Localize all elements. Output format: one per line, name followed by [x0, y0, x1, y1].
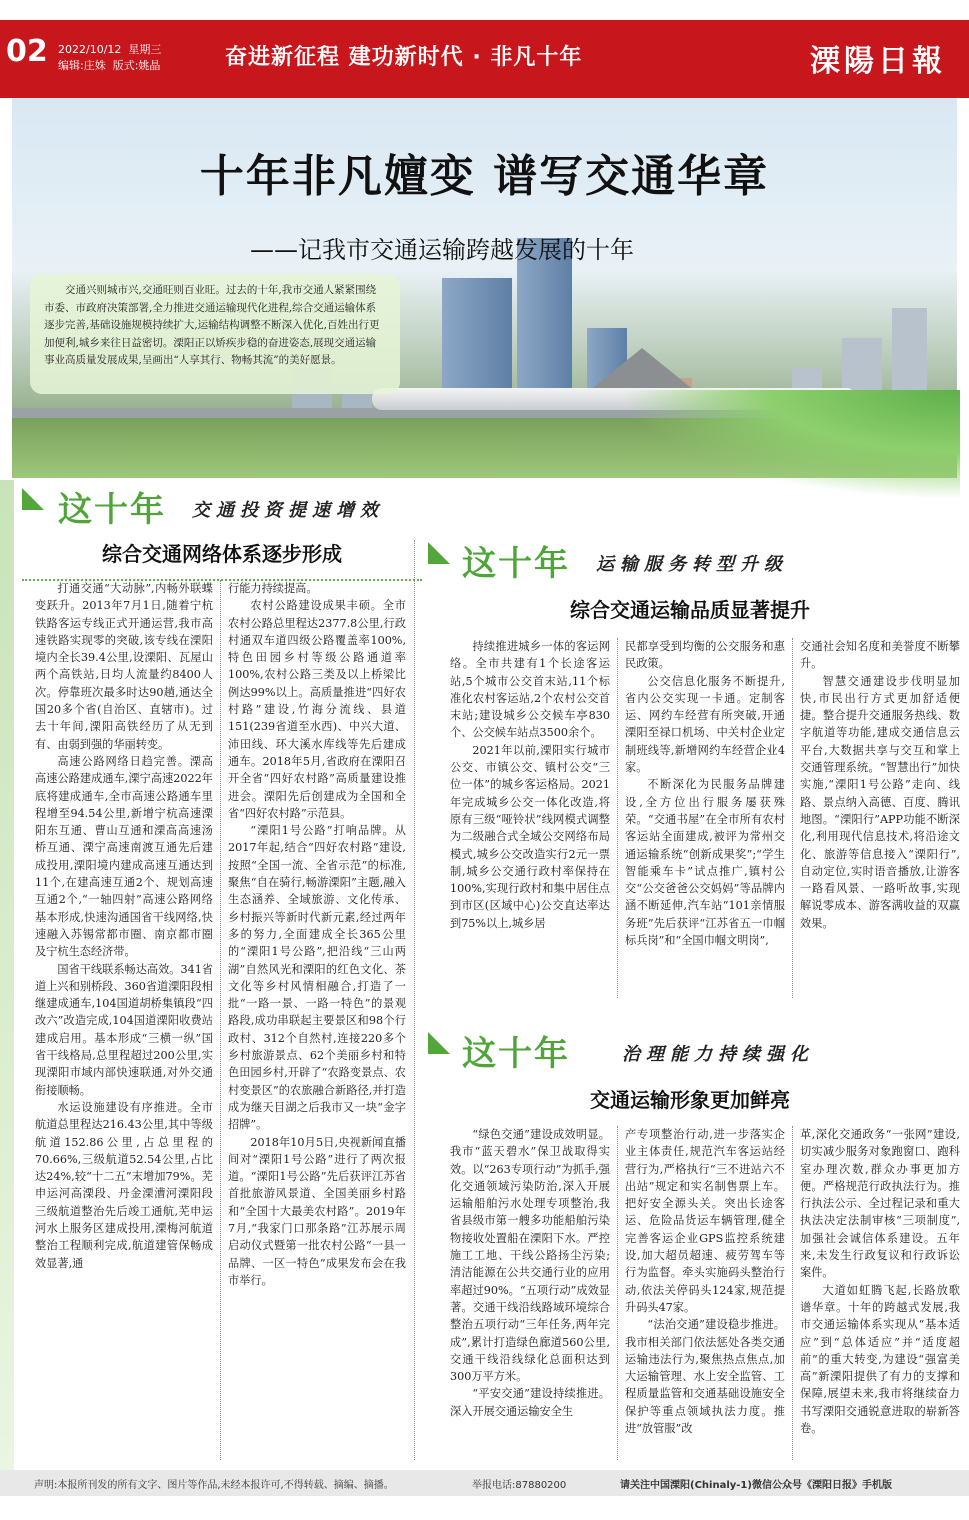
- paragraph: “溧阳1号公路”打响品牌。从2017年起,结合“四好农村路”建设,按照“全国一流、全省示范”的标准,聚焦“自在骑行,畅游溧阳”主题,融入生态涵养、全域旅游、文化传承、乡村振兴等新时代新元素,经过两年多的努力,全面建成全长365公里的“溧阳1号公路”,把沿线“三山两湖”自然风光和溧阳的红色文化、茶文化等乡村风情相融合,打造了一批“一路一景、一路一特色”的景观路段,成功串联起主要景区和98个行政村、312个自然村,连接220多个乡村旅游景点、62个美丽乡村和特色田园乡村,开辟了“农路变景点、农村变景区”的农旅融合新路径,并打造成为继天目湖之后我市又一块“金字招牌”。: [228, 824, 406, 1132]
- section2-headline: 综合交通运输品质显著提升: [570, 598, 810, 622]
- section1-triangle-icon: [22, 488, 44, 510]
- footer-statement: 声明:本报所刊发的所有文字、图片等作品,未经本报许可,不得转载、摘编、摘播。: [34, 1480, 394, 1491]
- editor: 编辑:庄姝: [58, 59, 106, 72]
- section2-column-2: [625, 638, 785, 998]
- paragraph: 2021年以前,溧阳实行城市公交、市镇公交、镇村公交“三位一体”的城乡客运格局。2021年完成城乡公交一体化改造,将原有三级“哑铃状”线网模式调整为二级融合式全域公交网络布局模式,城乡公交改造实行2元一票制,城乡公交通行政村率保持在100%,实现行政村和集中居住点到市区(区域中心)公交直达率达到75%以上,城乡居: [450, 743, 610, 930]
- column-divider: [792, 1126, 793, 1460]
- section2-column-3: [800, 638, 960, 998]
- paragraph: 国省干线联系畅达高效。341省道上兴和别桥段、360省道溧阳段相继建成通车,104国道胡桥集镇段“四改六”改造完成,104国道溧阳收费站建成启用。基本形成“三横一纵”国省干线格局,总里程超过200公里,实现溧阳市域内部快速联通,对外交通衔接顺畅。: [35, 962, 213, 1097]
- column-divider: [414, 540, 415, 1460]
- paragraph: 农村公路建设成果丰硕。全市农村公路总里程达2377.8公里,行政村通双车道四级公路覆盖率100%,特色田园乡村等级公路通道率100%,农村公路三类及以上桥梁比例达99%以上。高质量推进“四好农村路”建设,竹海分流线、县道151(239省道至水西)、中兴大道、沛田线、环大溪水库线等先后建成通车。2018年5月,省政府在溧阳召开全省“四好农村路”高质量建设推进会。溧阳先后创建成为全国和全省“四好农村路”示范县。: [228, 599, 406, 820]
- paragraph: 水运设施建设有序推进。全市航道总里程达216.43公里,其中等级航道152.86公里,占总里程的70.66%,三级航道52.54公里,占比达24%,较“十二五”末增加79%。芜申运河高溧段、丹金溧漕河溧阳段三级航道整治先后竣工通航,芜申运河水上服务区建成投用,溧梅河航道整治工程顺利完成,航道建管保畅成效显著,通: [35, 1100, 213, 1270]
- column-divider: [617, 1126, 618, 1460]
- left-decor-bar: [0, 480, 14, 1470]
- issue-weekday: 星期三: [128, 43, 162, 56]
- paragraph: “绿色交通”建设成效明显。我市“蓝天碧水”保卫战取得实效。以“263专项行动”为抓手,强化交通领域污染防治,深入开展运输船舶污水处理专项整治,我省县级市第一艘多功能船舶污染物接收处置船在溧阳下水。严控施工工地、干线公路扬尘污染;清洁能源在公共交通行业的应用率超过90%。“五项行动”成效显著。交通干线沿线路域环境综合整治五项行动“三年任务,两年完成”,累计打造绿色廊道560公里,交通干线沿线绿化总面积达到300万平方米。: [450, 1128, 610, 1384]
- paragraph: 持续推进城乡一体的客运网络。全市共建有1个长途客运站,5个城市公交首末站,11个标准化农村客运站,2个农村公交首末站;建设城乡公交候车亭830个、公交候车站点3500余个。: [450, 640, 610, 740]
- section3-column-2: [625, 1126, 785, 1460]
- paragraph: 高速公路网络日趋完善。溧高高速公路建成通车,溧宁高速2022年底将建成通车,全市高速公路通车里程增至94.54公里,新增宁杭高速溧阳东互通、曹山互通和溧高高速汤桥互通、溧宁高速南渡互通先后建成投用,溧阳境内建成高速互通达到11个,在建高速互通2个、规划高速互通2个,“一轴四射”高速公路网络基本形成,快速沟通国省干线网络,快速融入苏锡常都市圈、南京都市圈及宁杭生态经济带。: [35, 754, 213, 959]
- paragraph: 2018年10月5日,央视新闻直播间对“溧阳1号公路”进行了两次报道。“溧阳1号公路”先后获评江苏省首批旅游风景道、全国美丽乡村路和“全国十大最美农村路”。2019年7月,“我家门口那条路”江苏展示周启动仪式暨第一批农村公路“一县一品牌、一区一特色”成果发布会在我市举行。: [228, 1135, 406, 1287]
- section3-headline: 交通运输形象更加鲜亮: [590, 1088, 790, 1112]
- layout-editor: 版式:姚晶: [112, 59, 161, 72]
- paragraph: “法治交通”建设稳步推进。我市相关部门依法惩处各类交通运输违法行为,聚焦热点焦点,加大运输管理、水上安全监管、工程质量监管和交通基础设施安全保护等重点领域执法力度。推进“放管服”改: [625, 1318, 785, 1436]
- paragraph: 产专项整治行动,进一步落实企业主体责任,规范汽车客运站经营行为,严格执行“三不进站六不出站”规定和实名制售票上车。把好安全源头关。突出长途客运、危险品货运车辆管理,健全完善客运企业GPS监控系统建设,加大超员超速、疲劳驾车等行为监督。牵头实施码头整治行动,依法关停码头124家,规范提升码头47家。: [625, 1128, 785, 1314]
- section2-subtitle: 运输服务转型升级: [596, 554, 788, 575]
- sub-title: ——记我市交通运输跨越发展的十年: [250, 236, 634, 264]
- section1-column-1: [35, 580, 213, 1460]
- column-divider: [220, 580, 221, 1460]
- footer-follow: 请关注中国溧阳(Chinaly-1)微信公众号《溧阳日报》手机版: [620, 1480, 892, 1491]
- section3-triangle-icon: [428, 1032, 450, 1054]
- main-title: 十年非凡嬗变 谱写交通华章: [199, 151, 770, 202]
- paragraph: “平安交通”建设持续推进。深入开展交通运输安全生: [450, 1387, 610, 1418]
- section3-tag: 这十年: [462, 1034, 570, 1074]
- paragraph: 交通社会知名度和美誉度不断攀升。: [800, 640, 960, 671]
- section1-headline: 综合交通网络体系逐步形成: [22, 538, 422, 581]
- section3-column-3: [800, 1126, 960, 1460]
- intro-box: 交通兴则城市兴,交通旺则百业旺。过去的十年,我市交通人紧紧围绕市委、市政府决策部署,全力推进交通运输现代化进程,综合交通运输体系逐步完善,基础设施规模持续扩大,运输结构调整不断深入优化,百姓出行更加便利,城乡来往日益密切。溧阳正以矫疾步稳的奋进姿态,展现交通运输事业高质量发展成果,呈画出“人享其行、物畅其流”的美好愿景。: [30, 274, 400, 394]
- section1-subtitle: 交通投资提速增效: [192, 500, 384, 521]
- issue-date: 2022/10/12: [58, 43, 122, 56]
- paragraph: 行能力持续提高。: [228, 582, 318, 595]
- paragraph: 民都享受到均衡的公交服务和惠民政策。: [625, 640, 785, 671]
- section2-tag: 这十年: [462, 544, 570, 584]
- section3-subtitle: 治理能力持续强化: [622, 1044, 814, 1065]
- decorative-swoosh: [620, 390, 960, 500]
- section2-triangle-icon: [428, 542, 450, 564]
- paragraph: 公交信息化服务不断提升,省内公交实现一卡通。定制客运、网约车经营有所突破,开通溧阳至禄口机场、中关村企业定制班线等,新增网约车经营企业4家。: [625, 674, 785, 775]
- issue-meta: [58, 42, 161, 74]
- page-number: 02: [6, 34, 48, 69]
- column-divider: [792, 638, 793, 998]
- section1-tag: 这十年: [58, 490, 166, 530]
- header-slogan: 奋进新征程 建功新时代 · 非凡十年: [225, 45, 583, 70]
- paragraph: 革,深化交通政务“一张网”建设,切实减少服务对象跑窗口、跑科室办理次数,群众办事更加方便。严格规范行政执法行为。推行执法公示、全过程记录和重大执法决定法制审核“三项制度”,加强社会诚信体系建设。五年来,未发生行政复议和行政诉讼案件。: [800, 1128, 960, 1280]
- column-divider: [617, 638, 618, 998]
- paper-logo: 溧陽日報: [810, 44, 946, 79]
- section3-column-1: [450, 1126, 610, 1460]
- paragraph: 打通交通“大动脉”,内畅外联蝶变跃升。2013年7月1日,随着宁杭铁路客运专线正式开通运营,我市高速铁路实现零的突破,该专线在溧阳境内全长39.4公里,设溧阳、瓦屋山两个高铁站,日均人流量约8400人次。停靠班次最多时达90趟,通达全国20多个省(自治区、直辖市)。过去十年间,溧阳高铁经历了从无到有、由弱到强的华丽转变。: [35, 582, 213, 751]
- paragraph: 不断深化为民服务品牌建设,全方位出行服务屡获殊荣。“交通书屋”在全市所有农村客运站全面建成,被评为常州交通运输系统“创新成果奖”;“学生智能乘车卡”试点推广,镇村公交“公交爸爸公交妈妈”等品牌内涵不断延伸,汽车站“101亲情服务班”先后获评“江苏省五一巾帼标兵岗”和“全国巾帼文明岗”,: [625, 778, 785, 948]
- section2-column-1: [450, 638, 610, 998]
- footer-hotline: 举报电话:87880200: [472, 1480, 567, 1491]
- section1-column-2: [228, 580, 406, 1460]
- paragraph: 大道如虹腾飞起,长路放歌谱华章。十年的跨越式发展,我市交通运输体系实现从“基本适应”到“总体适应”并“适度超前”的重大转变,为建设“强富美高”新溧阳提供了有力的支撑和保障,展望未来,我市将继续奋力书写溧阳交通锐意进取的崭新答卷。: [800, 1283, 960, 1436]
- paragraph: 智慧交通建设步伐明显加快,市民出行方式更加舒适便捷。整合提升交通服务热线、数字航道等功能,建成交通信息云平台,大数据共享与交互和掌上交通管理系统。“智慧出行”加快实施,“溧阳1号公路”走向、线路、景点纳入高德、百度、腾讯地图。“溧阳行”APP功能不断深化,利用现代信息技术,将沿途文化、旅游等信息接入“溧阳行”,自动定位,实时语音播放,让游客一路看风景、一路听故事,实现解说零成本、游客满收益的双赢效果。: [800, 674, 960, 930]
